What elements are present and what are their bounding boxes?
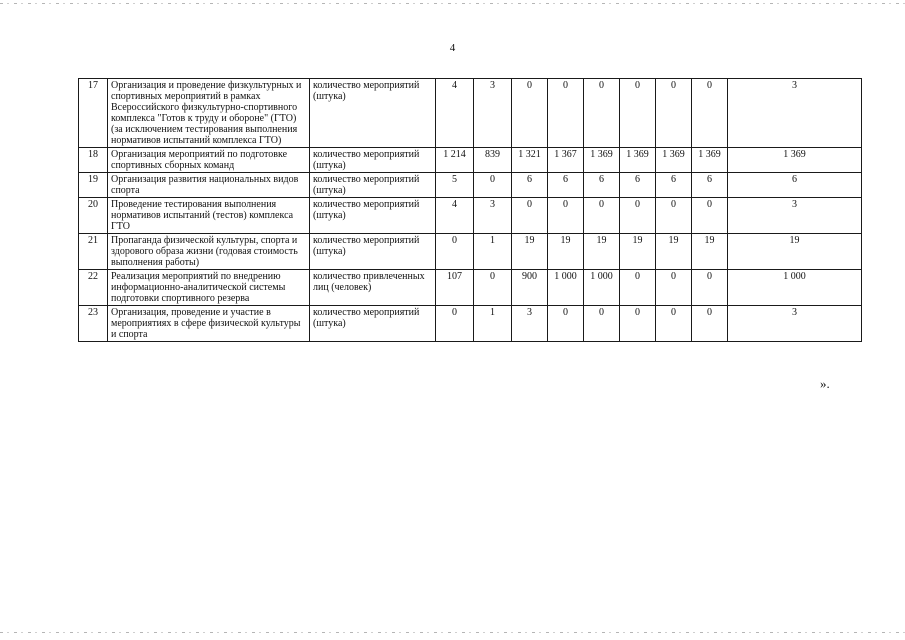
value-cell: 1 000 <box>584 270 620 306</box>
unit-cell: количество мероприятий (штука) <box>310 234 436 270</box>
value-cell: 0 <box>548 198 584 234</box>
value-cell: 0 <box>692 79 728 148</box>
value-cell: 4 <box>436 198 474 234</box>
value-cell: 1 369 <box>656 148 692 173</box>
value-cell: 1 214 <box>436 148 474 173</box>
value-cell: 5 <box>436 173 474 198</box>
value-cell: 6 <box>692 173 728 198</box>
value-cell: 3 <box>474 79 512 148</box>
unit-cell: количество мероприятий (штука) <box>310 148 436 173</box>
closing-quote-mark: ». <box>820 376 830 391</box>
value-cell: 0 <box>474 270 512 306</box>
value-cell: 1 321 <box>512 148 548 173</box>
service-name-cell: Организация мероприятий по подготовке спортивных сборных команд <box>108 148 310 173</box>
value-cell: 19 <box>512 234 548 270</box>
row-number-cell: 21 <box>79 234 108 270</box>
value-cell: 3 <box>474 198 512 234</box>
value-cell: 0 <box>584 198 620 234</box>
value-cell: 6 <box>512 173 548 198</box>
service-name-cell: Реализация мероприятий по внедрению информационно-аналитической системы подготовки спортивного резерва <box>108 270 310 306</box>
table-row <box>79 173 862 198</box>
total-value-cell: 1 000 <box>728 270 862 306</box>
value-cell: 0 <box>474 173 512 198</box>
value-cell: 4 <box>436 79 474 148</box>
value-cell: 0 <box>512 79 548 148</box>
value-cell: 1 369 <box>692 148 728 173</box>
value-cell: 0 <box>436 306 474 342</box>
page-number: 4 <box>449 42 456 54</box>
value-cell: 1 369 <box>584 148 620 173</box>
total-value-cell: 6 <box>728 173 862 198</box>
value-cell: 0 <box>692 270 728 306</box>
value-cell: 1 000 <box>548 270 584 306</box>
total-value-cell: 1 369 <box>728 148 862 173</box>
value-cell: 1 <box>474 306 512 342</box>
value-cell: 0 <box>656 270 692 306</box>
row-number-cell: 18 <box>79 148 108 173</box>
value-cell: 0 <box>620 198 656 234</box>
scan-bottom-edge <box>0 632 905 633</box>
service-name-cell: Пропаганда физической культуры, спорта и здорового образа жизни (годовая стоимость выполнения работы) <box>108 234 310 270</box>
service-name-cell: Организация развития национальных видов спорта <box>108 173 310 198</box>
value-cell: 0 <box>620 270 656 306</box>
value-cell: 19 <box>692 234 728 270</box>
value-cell: 6 <box>584 173 620 198</box>
row-number-cell: 23 <box>79 306 108 342</box>
value-cell: 6 <box>548 173 584 198</box>
value-cell: 6 <box>656 173 692 198</box>
value-cell: 0 <box>436 234 474 270</box>
unit-cell: количество мероприятий (штука) <box>310 173 436 198</box>
service-name-cell: Организация и проведение физкультурных и спортивных мероприятий в рамках Всероссийского физкультурно-спортивного комплекса "Готов к труду и обороне" (ГТО) (за исключением тестирования выполнения нормативов испытаний комплекса ГТО) <box>108 79 310 148</box>
value-cell: 0 <box>620 306 656 342</box>
value-cell: 1 367 <box>548 148 584 173</box>
table-body <box>79 79 862 342</box>
row-number-cell: 22 <box>79 270 108 306</box>
total-value-cell: 3 <box>728 198 862 234</box>
value-cell: 19 <box>656 234 692 270</box>
unit-cell: количество привлеченных лиц (человек) <box>310 270 436 306</box>
unit-cell: количество мероприятий (штука) <box>310 198 436 234</box>
service-name-cell: Организация, проведение и участие в мероприятиях в сфере физической культуры и спорта <box>108 306 310 342</box>
total-value-cell: 19 <box>728 234 862 270</box>
table-row <box>79 198 862 234</box>
value-cell: 0 <box>656 306 692 342</box>
value-cell: 0 <box>656 79 692 148</box>
total-value-cell: 3 <box>728 79 862 148</box>
row-number-cell: 19 <box>79 173 108 198</box>
row-number-cell: 20 <box>79 198 108 234</box>
unit-cell: количество мероприятий (штука) <box>310 306 436 342</box>
value-cell: 0 <box>620 79 656 148</box>
value-cell: 0 <box>512 198 548 234</box>
value-cell: 0 <box>584 79 620 148</box>
unit-cell: количество мероприятий (штука) <box>310 79 436 148</box>
value-cell: 107 <box>436 270 474 306</box>
value-cell: 6 <box>620 173 656 198</box>
value-cell: 19 <box>620 234 656 270</box>
value-cell: 839 <box>474 148 512 173</box>
value-cell: 19 <box>548 234 584 270</box>
services-table <box>78 78 862 342</box>
value-cell: 900 <box>512 270 548 306</box>
value-cell: 3 <box>512 306 548 342</box>
table-row <box>79 148 862 173</box>
value-cell: 0 <box>656 198 692 234</box>
table-row <box>79 234 862 270</box>
value-cell: 0 <box>692 306 728 342</box>
value-cell: 0 <box>584 306 620 342</box>
value-cell: 0 <box>548 79 584 148</box>
total-value-cell: 3 <box>728 306 862 342</box>
scan-top-edge <box>0 3 905 4</box>
service-name-cell: Проведение тестирования выполнения нормативов испытаний (тестов) комплекса ГТО <box>108 198 310 234</box>
table-row <box>79 306 862 342</box>
value-cell: 1 <box>474 234 512 270</box>
value-cell: 0 <box>692 198 728 234</box>
value-cell: 0 <box>548 306 584 342</box>
table-row <box>79 79 862 148</box>
table-row <box>79 270 862 306</box>
value-cell: 19 <box>584 234 620 270</box>
value-cell: 1 369 <box>620 148 656 173</box>
row-number-cell: 17 <box>79 79 108 148</box>
